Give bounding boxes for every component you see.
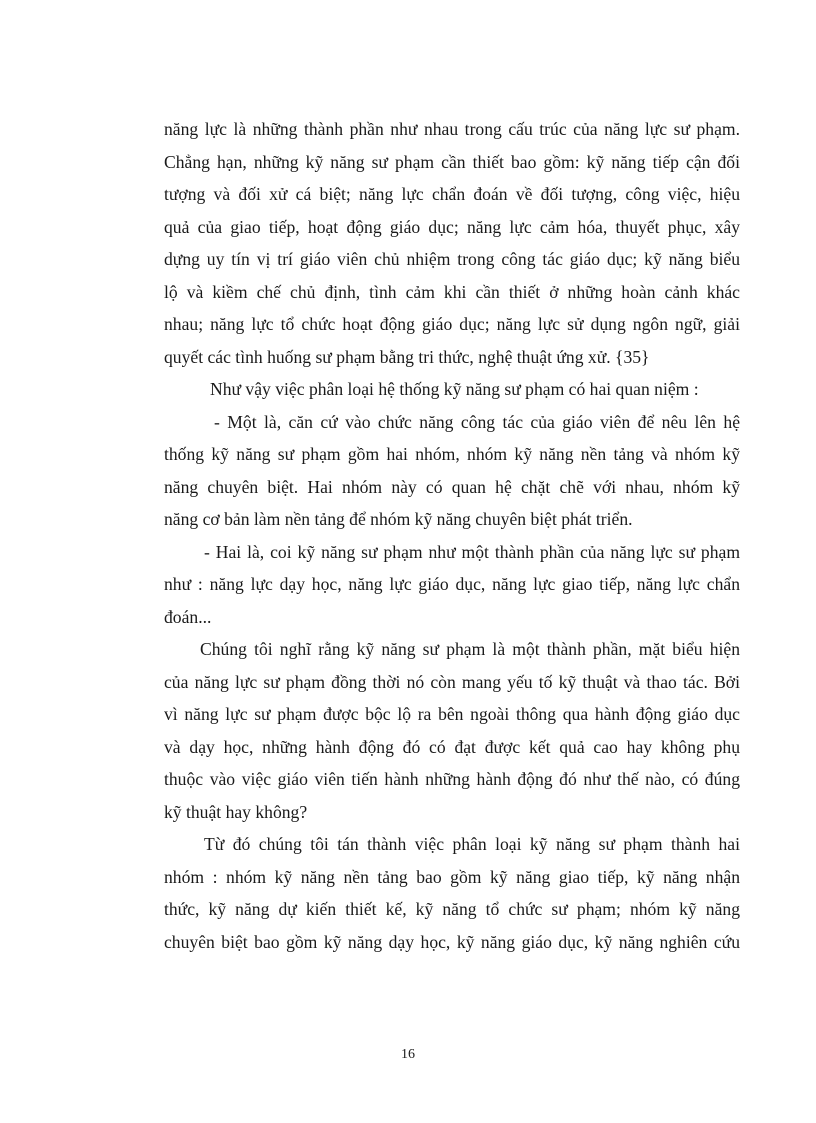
text-line: của năng lực sư phạm đồng thời nó còn mang yếu tố kỹ thuật và thao tác. Bởi — [164, 671, 740, 692]
text-line: thống kỹ năng sư phạm gồm hai nhóm, nhóm kỹ năng nền tảng và nhóm kỹ — [164, 444, 740, 464]
text-line: năng lực là những thành phần như nhau trong cấu trúc của năng lực sư phạm. — [164, 119, 740, 139]
text-line: và dạy học, những hành động đó có đạt được kết quả cao hay không phụ — [164, 736, 740, 757]
text-line: chuyên biệt bao gồm kỹ năng dạy học, kỹ năng giáo dục, kỹ năng nghiên cứu — [164, 931, 740, 952]
text-line: - Một là, căn cứ vào chức năng công tác của giáo viên để nêu lên hệ — [214, 411, 740, 432]
text-line: Như vậy việc phân loại hệ thống kỹ năng sư phạm có hai quan niệm : — [210, 379, 699, 399]
text-line: năng chuyên biệt. Hai nhóm này có quan hệ chặt chẽ với nhau, nhóm kỹ — [164, 476, 740, 497]
body-text — [164, 113, 740, 958]
text-line: vì năng lực sư phạm được bộc lộ ra bên ngoài thông qua hành động giáo dục — [164, 704, 740, 724]
text-line: lộ và kiềm chế chủ định, tình cảm khi cần thiết ở những hoàn cảnh khác — [164, 281, 740, 302]
text-line: quyết các tình huống sư phạm bằng tri thức, nghệ thuật ứng xử. {35} — [164, 346, 650, 367]
text-line: quả của giao tiếp, hoạt động giáo dục; năng lực cảm hóa, thuyết phục, xây — [164, 216, 740, 237]
text-line: tượng và đối xử cá biệt; năng lực chẩn đoán về đối tượng, công việc, hiệu — [164, 184, 740, 204]
text-line: thuộc vào việc giáo viên tiến hành những hành động đó như thế nào, có đúng — [164, 769, 740, 789]
text-line: nhóm : nhóm kỹ năng nền tảng bao gồm kỹ năng giao tiếp, kỹ năng nhận — [164, 866, 740, 887]
text-line: Từ đó chúng tôi tán thành việc phân loại kỹ năng sư phạm thành hai — [204, 834, 740, 854]
text-line: như : năng lực dạy học, năng lực giáo dục, năng lực giao tiếp, năng lực chẩn — [164, 574, 740, 594]
text-line: năng cơ bản làm nền tảng để nhóm kỹ năng chuyên biệt phát triển. — [164, 509, 633, 529]
text-line: nhau; năng lực tổ chức hoạt động giáo dục; năng lực sử dụng ngôn ngữ, giải — [164, 314, 740, 334]
page-number: 16 — [401, 1047, 415, 1062]
text-line: kỹ thuật hay không? — [164, 801, 308, 822]
text-line: đoán... — [164, 606, 212, 627]
text-line: Chẳng hạn, những kỹ năng sư phạm cần thiết bao gồm: kỹ năng tiếp cận đối — [164, 151, 740, 172]
text-line: dựng uy tín vị trí giáo viên chủ nhiệm trong công tác giáo dục; kỹ năng biểu — [164, 249, 740, 269]
text-line: - Hai là, coi kỹ năng sư phạm như một thành phần của năng lực sư phạm — [204, 541, 740, 562]
text-line: Chúng tôi nghĩ rằng kỹ năng sư phạm là một thành phần, mặt biểu hiện — [200, 639, 740, 659]
text-line: thức, kỹ năng dự kiến thiết kế, kỹ năng tổ chức sư phạm; nhóm kỹ năng — [164, 899, 740, 919]
